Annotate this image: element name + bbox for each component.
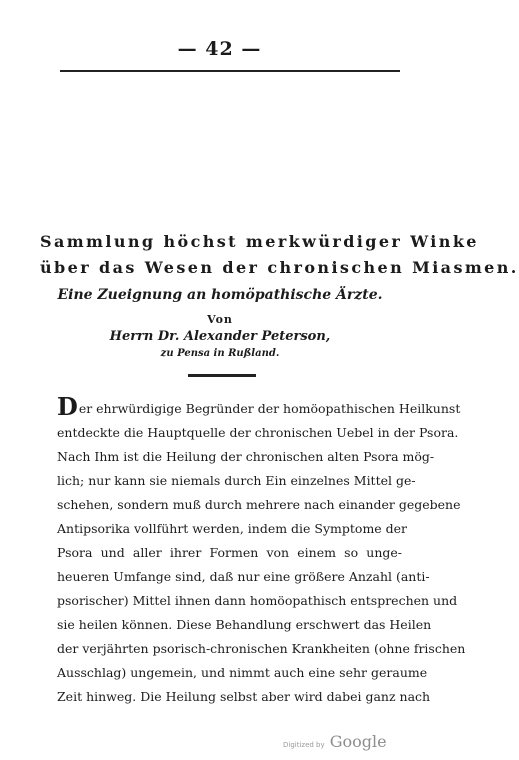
text-line: Nach Ihm ist die Heilung der chronischen alten Psora mög- — [57, 449, 435, 464]
text-line-content: er ehrwürdigige Begründer der homöopathischen Heilkunst — [78, 401, 461, 416]
text-line: Zeit hinweg. Die Heilung selbst aber wird dabei ganz nach — [57, 689, 431, 704]
author-name: Herrn Dr. Alexander Peterson, — [109, 329, 331, 344]
google-logo: Google — [329, 732, 387, 751]
digitized-watermark — [283, 732, 387, 751]
header-rule — [60, 70, 400, 72]
watermark-prefix: Digitized by — [283, 741, 325, 749]
byline-von: Von — [207, 313, 233, 326]
page-number: — 42 — — [177, 38, 262, 60]
text-line: psorischer) Mittel ihnen dann homöopathisch entsprechen und — [57, 593, 458, 608]
text-line: schehen, sondern muß durch mehrere nach einander gegebene — [57, 497, 461, 512]
text-line — [57, 392, 461, 421]
subtitle: Eine Zueignung an homöpathische Ärzte. — [57, 287, 383, 303]
drop-cap: D — [57, 392, 78, 421]
text-line: der verjährten psorisch-chronischen Krankheiten (ohne frischen — [57, 641, 466, 656]
text-line: sie heilen können. Diese Behandlung erschwert das Heilen — [57, 617, 432, 632]
text-line: Ausschlag) ungemein, und nimmt auch eine sehr geraume — [57, 665, 428, 680]
text-line: Psora und aller ihrer Formen von einem so unge- — [57, 545, 402, 560]
text-line: Antipsorika vollführt werden, indem die Symptome der — [57, 521, 408, 536]
text-line: heueren Umfange sind, daß nur eine größere Anzahl (anti- — [57, 569, 430, 584]
text-line: lich; nur kann sie niemals durch Ein einzelnes Mittel ge- — [57, 473, 416, 488]
author-place: zu Pensa in Rußland. — [160, 348, 280, 359]
title-line-2: über das Wesen der chronischen Miasmen. — [40, 258, 519, 277]
section-divider — [188, 374, 256, 377]
text-line: entdeckte die Hauptquelle der chronischen Uebel in der Psora. — [57, 425, 459, 440]
title-line-1: Sammlung höchst merkwürdiger Winke — [40, 232, 479, 251]
body-text — [57, 392, 466, 709]
